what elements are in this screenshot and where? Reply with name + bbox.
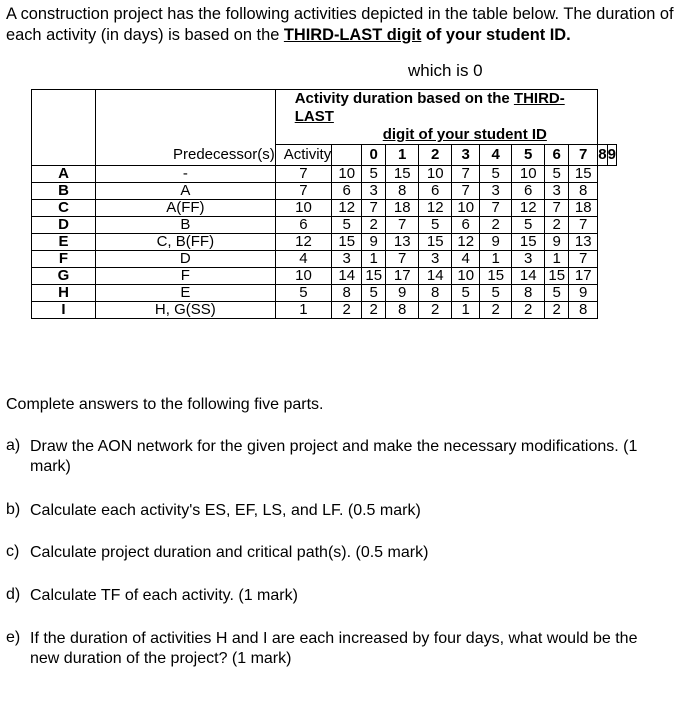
duration-cell: 14 xyxy=(512,268,545,285)
table-row xyxy=(32,217,617,234)
duration-cell: 12 xyxy=(452,234,480,251)
duration-cell: 9 xyxy=(545,234,569,251)
duration-cell: 7 xyxy=(386,217,419,234)
duration-cell: 15 xyxy=(480,268,512,285)
duration-cell: 8 xyxy=(569,302,598,319)
duration-cell: 3 xyxy=(512,251,545,268)
duration-cell: 10 xyxy=(275,200,332,217)
duration-cell: 6 xyxy=(419,183,452,200)
duration-cell: 6 xyxy=(452,217,480,234)
activity-cell: H xyxy=(32,285,96,302)
duration-cell: 5 xyxy=(452,285,480,302)
duration-cell: 15 xyxy=(386,166,419,183)
activity-header: Activity xyxy=(275,145,332,166)
predecessor-header: Predecessor(s) xyxy=(96,90,276,166)
duration-cell: 4 xyxy=(275,251,332,268)
duration-cell: 2 xyxy=(419,302,452,319)
duration-cell: 13 xyxy=(386,234,419,251)
duration-cell: 7 xyxy=(275,166,332,183)
duration-cell: 2 xyxy=(545,302,569,319)
table-row xyxy=(32,166,617,183)
duration-cell: 9 xyxy=(569,285,598,302)
question-text: Calculate TF of each activity. (1 mark) xyxy=(30,587,298,604)
duration-cell: 12 xyxy=(332,200,362,217)
duration-cell: 8 xyxy=(512,285,545,302)
predecessor-cell: D xyxy=(96,251,276,268)
question-label: c) xyxy=(6,543,20,560)
question-text: Calculate project duration and critical path(s). (0.5 mark) xyxy=(30,544,429,561)
duration-cell: 12 xyxy=(275,234,332,251)
duration-cell: 7 xyxy=(569,217,598,234)
duration-cell: 3 xyxy=(362,183,386,200)
duration-cell: 1 xyxy=(275,302,332,319)
digit-header: 2 xyxy=(419,145,452,166)
duration-cell: 9 xyxy=(386,285,419,302)
duration-cell: 1 xyxy=(545,251,569,268)
activity-table xyxy=(31,89,617,319)
intro-highlight: THIRD-LAST digit xyxy=(283,26,422,44)
duration-cell: 7 xyxy=(362,200,386,217)
duration-cell: 5 xyxy=(480,285,512,302)
duration-cell: 8 xyxy=(332,285,362,302)
digit-header: 6 xyxy=(545,145,569,166)
duration-cell: 15 xyxy=(545,268,569,285)
duration-cell: 10 xyxy=(275,268,332,285)
activity-header-blank xyxy=(32,90,96,166)
duration-cell: 7 xyxy=(569,251,598,268)
duration-cell: 7 xyxy=(545,200,569,217)
duration-cell: 17 xyxy=(569,268,598,285)
duration-cell: 5 xyxy=(362,285,386,302)
duration-cell: 15 xyxy=(569,166,598,183)
duration-cell: 5 xyxy=(362,166,386,183)
table-row xyxy=(32,251,617,268)
duration-cell: 14 xyxy=(419,268,452,285)
question-label: a) xyxy=(6,437,21,454)
activity-rows xyxy=(32,166,617,319)
duration-cell: 8 xyxy=(386,302,419,319)
duration-cell: 10 xyxy=(419,166,452,183)
predecessor-cell: - xyxy=(96,166,276,183)
duration-cell: 15 xyxy=(512,234,545,251)
duration-cell: 10 xyxy=(512,166,545,183)
question-label: e) xyxy=(6,629,21,646)
predecessor-cell: C, B(FF) xyxy=(96,234,276,251)
duration-cell: 5 xyxy=(512,217,545,234)
duration-cell: 8 xyxy=(386,183,419,200)
predecessor-cell: E xyxy=(96,285,276,302)
digit-header: 9 xyxy=(607,145,616,166)
table-row xyxy=(32,285,617,302)
activity-cell: C xyxy=(32,200,96,217)
predecessor-header-spacer xyxy=(332,145,362,166)
duration-cell: 15 xyxy=(362,268,386,285)
duration-cell: 8 xyxy=(419,285,452,302)
intro-text-1: A construction project has the following activities depicted in the table below. The duration of each activity (in days) is based on the xyxy=(6,5,674,44)
duration-cell: 9 xyxy=(480,234,512,251)
duration-cell: 10 xyxy=(452,268,480,285)
duration-cell: 6 xyxy=(275,217,332,234)
duration-cell: 6 xyxy=(512,183,545,200)
duration-cell: 5 xyxy=(480,166,512,183)
duration-cell: 18 xyxy=(386,200,419,217)
predecessor-cell: F xyxy=(96,268,276,285)
activity-cell: E xyxy=(32,234,96,251)
duration-cell: 1 xyxy=(452,302,480,319)
duration-cell: 10 xyxy=(332,166,362,183)
duration-cell: 15 xyxy=(332,234,362,251)
digit-header: 1 xyxy=(386,145,419,166)
duration-cell: 9 xyxy=(362,234,386,251)
predecessor-cell: H, G(SS) xyxy=(96,302,276,319)
predecessor-cell: A(FF) xyxy=(96,200,276,217)
duration-cell: 5 xyxy=(419,217,452,234)
predecessor-cell: A xyxy=(96,183,276,200)
intro-text-2: of your student ID. xyxy=(421,26,571,44)
digit-header: 5 xyxy=(512,145,545,166)
digit-header: 0 xyxy=(362,145,386,166)
duration-cell: 15 xyxy=(419,234,452,251)
duration-cell: 2 xyxy=(362,217,386,234)
duration-cell: 12 xyxy=(512,200,545,217)
duration-cell: 3 xyxy=(332,251,362,268)
duration-cell: 17 xyxy=(386,268,419,285)
duration-cell: 10 xyxy=(452,200,480,217)
duration-cell: 2 xyxy=(480,217,512,234)
duration-cell: 6 xyxy=(332,183,362,200)
predecessor-cell: B xyxy=(96,217,276,234)
question-label: d) xyxy=(6,586,21,603)
duration-cell: 7 xyxy=(275,183,332,200)
duration-cell: 2 xyxy=(362,302,386,319)
duration-cell: 5 xyxy=(275,285,332,302)
questions-heading: Complete answers to the following five parts. xyxy=(6,396,324,413)
activity-cell: I xyxy=(32,302,96,319)
duration-cell: 4 xyxy=(452,251,480,268)
digit-header: 4 xyxy=(480,145,512,166)
duration-cell: 5 xyxy=(545,166,569,183)
table-row xyxy=(32,268,617,285)
duration-cell: 2 xyxy=(512,302,545,319)
duration-cell: 5 xyxy=(332,217,362,234)
duration-cell: 7 xyxy=(452,166,480,183)
duration-cell: 14 xyxy=(332,268,362,285)
duration-cell: 5 xyxy=(545,285,569,302)
problem-statement xyxy=(6,4,690,46)
digit-header: 8 xyxy=(598,145,607,166)
activity-cell: D xyxy=(32,217,96,234)
activity-cell: F xyxy=(32,251,96,268)
duration-cell: 7 xyxy=(386,251,419,268)
duration-cell: 8 xyxy=(569,183,598,200)
table-row xyxy=(32,234,617,251)
digit-note: which is 0 xyxy=(408,61,483,80)
question-text: Calculate each activity's ES, EF, LS, and LF. (0.5 mark) xyxy=(30,502,421,519)
duration-cell: 1 xyxy=(480,251,512,268)
duration-cell: 2 xyxy=(545,217,569,234)
digit-header: 3 xyxy=(452,145,480,166)
duration-cell: 13 xyxy=(569,234,598,251)
activity-cell: A xyxy=(32,166,96,183)
duration-cell: 12 xyxy=(419,200,452,217)
duration-cell: 18 xyxy=(569,200,598,217)
duration-cell: 3 xyxy=(480,183,512,200)
table-row xyxy=(32,302,617,319)
activity-cell: B xyxy=(32,183,96,200)
duration-header: Activity duration based on the THIRD-LAST digit of your student ID xyxy=(275,90,598,145)
duration-cell: 1 xyxy=(362,251,386,268)
duration-cell: 3 xyxy=(419,251,452,268)
duration-cell: 7 xyxy=(480,200,512,217)
question-text: Draw the AON network for the given project and make the necessary modifications. (1 mark) xyxy=(30,438,638,475)
question-label: b) xyxy=(6,501,21,518)
duration-cell: 2 xyxy=(480,302,512,319)
digit-header: 7 xyxy=(569,145,598,166)
question-text: If the duration of activities H and I are each increased by four days, what would be the new duration of the project? (1 mark) xyxy=(30,630,638,667)
duration-cell: 7 xyxy=(452,183,480,200)
duration-cell: 3 xyxy=(545,183,569,200)
table-row xyxy=(32,183,617,200)
activity-cell: G xyxy=(32,268,96,285)
duration-cell: 2 xyxy=(332,302,362,319)
table-row xyxy=(32,200,617,217)
